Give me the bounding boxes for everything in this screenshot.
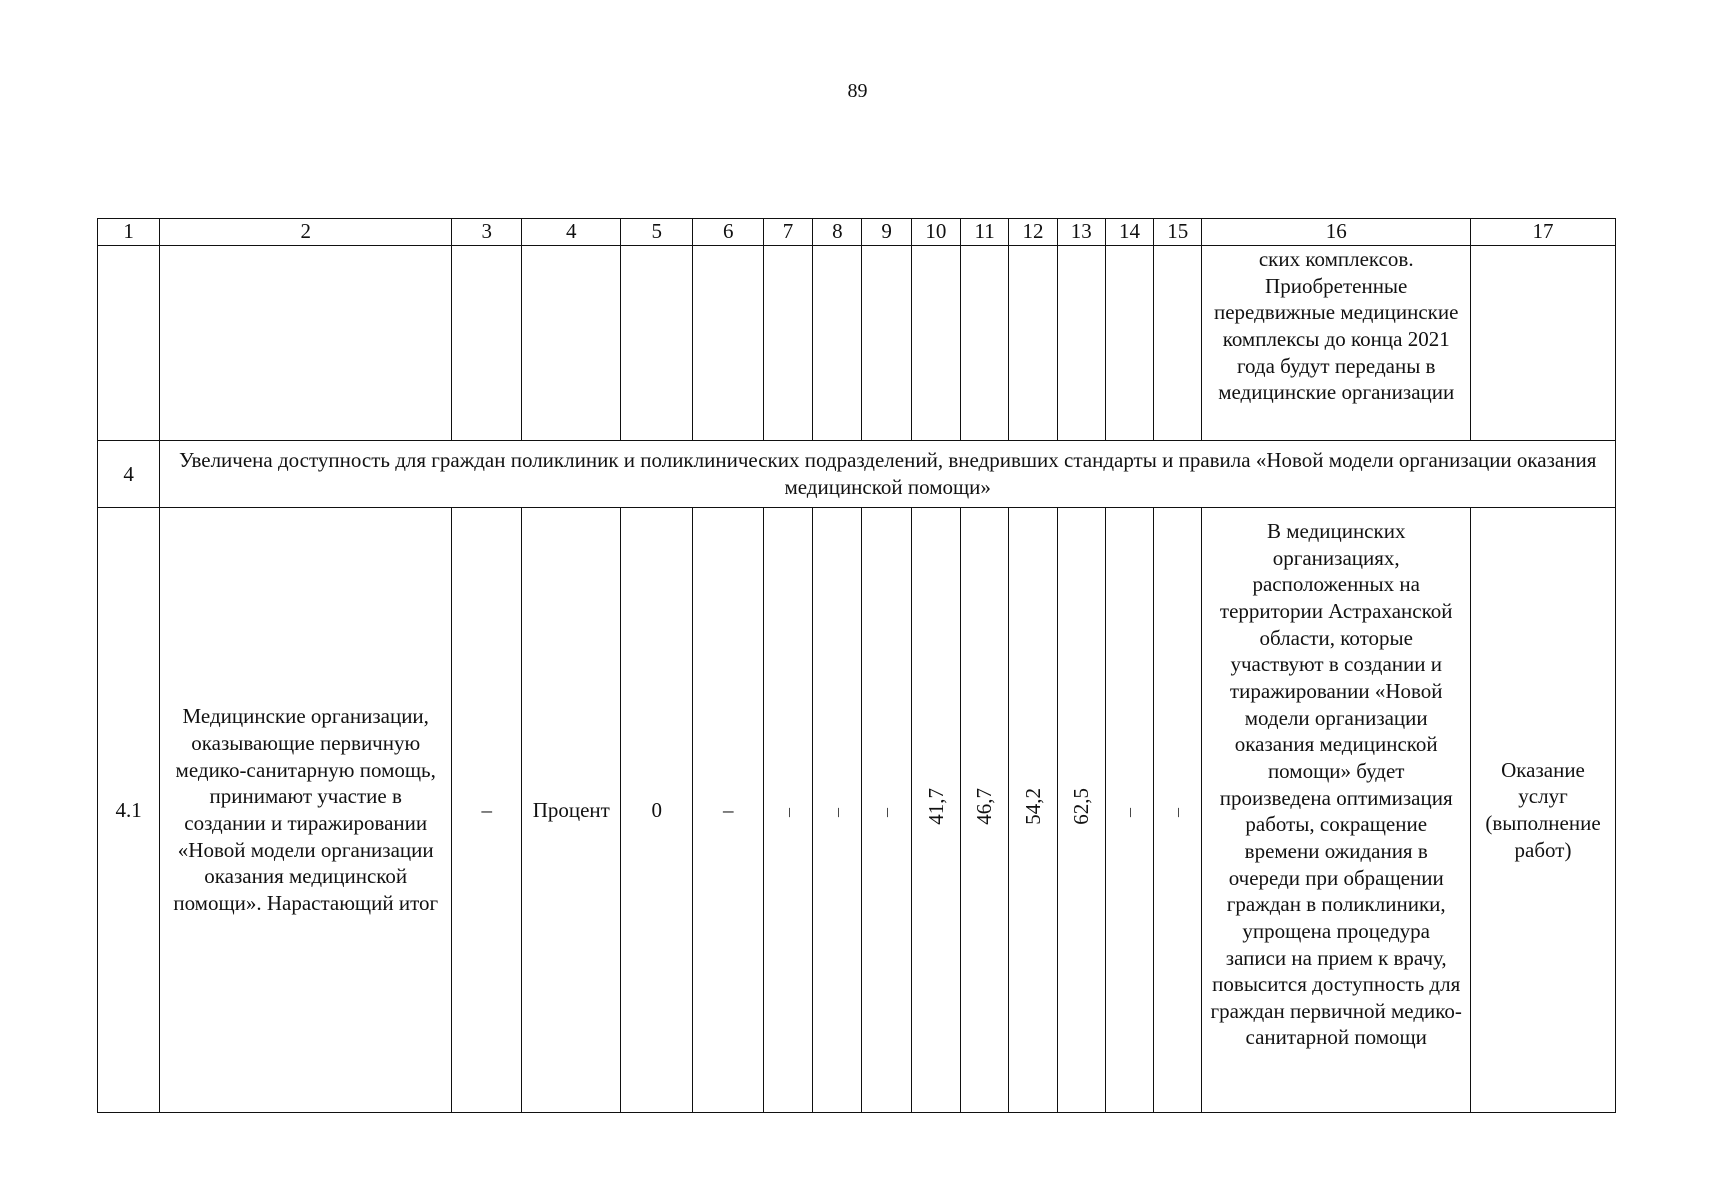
header-cell: 3 xyxy=(452,219,522,246)
header-cell: 2 xyxy=(160,219,452,246)
empty-cell xyxy=(160,246,452,441)
empty-cell xyxy=(1009,246,1057,441)
empty-cell xyxy=(1057,246,1105,441)
section-row xyxy=(98,441,1616,508)
header-cell: 4 xyxy=(522,219,621,246)
indicator-cell-15 xyxy=(1154,508,1202,1113)
header-cell: 12 xyxy=(1009,219,1057,246)
indicator-cell-14 xyxy=(1105,508,1153,1113)
header-cell: 1 xyxy=(98,219,160,246)
value-14: – xyxy=(1119,807,1140,817)
empty-cell xyxy=(522,246,621,441)
empty-cell xyxy=(961,246,1009,441)
header-cell: 9 xyxy=(862,219,911,246)
empty-cell xyxy=(1105,246,1153,441)
indicator-type: Оказание услуг (выполнение работ) xyxy=(1471,508,1616,1113)
header-cell: 17 xyxy=(1471,219,1616,246)
value-9: – xyxy=(876,807,897,817)
value-15: – xyxy=(1167,807,1188,817)
header-cell: 7 xyxy=(763,219,812,246)
indicator-cell-13 xyxy=(1057,508,1105,1113)
empty-cell xyxy=(911,246,960,441)
empty-cell xyxy=(621,246,693,441)
value-13: 62,5 xyxy=(1068,788,1093,826)
indicator-cell-8 xyxy=(813,508,862,1113)
header-cell: 8 xyxy=(813,219,862,246)
indicator-name: Медицинские организации, оказывающие первичную медико-санитарную помощь, принимают участие в создании и тиражировании «Новой модели организации оказания медицинской помощи». Нарастающий итог xyxy=(160,508,452,1113)
empty-cell xyxy=(98,246,160,441)
indicator-cell-7 xyxy=(763,508,812,1113)
continuation-description: ских комплексов. Приобретенные передвижные медицинские комплексы до конца 2021 года будут переданы в медицинские организации xyxy=(1202,246,1471,441)
header-cell: 10 xyxy=(911,219,960,246)
indicator-cell-11 xyxy=(961,508,1009,1113)
indicator-cell-6: – xyxy=(693,508,763,1113)
header-cell: 6 xyxy=(693,219,763,246)
header-cell: 11 xyxy=(961,219,1009,246)
indicator-cell-9 xyxy=(862,508,911,1113)
header-row xyxy=(98,219,1616,246)
empty-cell xyxy=(862,246,911,441)
header-cell: 5 xyxy=(621,219,693,246)
value-12: 54,2 xyxy=(1020,788,1045,826)
indicators-table xyxy=(97,218,1616,1113)
indicator-base-value: 0 xyxy=(621,508,693,1113)
empty-cell xyxy=(813,246,862,441)
indicator-unit: Процент xyxy=(522,508,621,1113)
page-number: 89 xyxy=(847,80,868,102)
indicator-row xyxy=(98,508,1616,1113)
indicator-number: 4.1 xyxy=(98,508,160,1113)
header-cell: 15 xyxy=(1154,219,1202,246)
header-cell: 13 xyxy=(1057,219,1105,246)
empty-cell xyxy=(452,246,522,441)
header-cell: 16 xyxy=(1202,219,1471,246)
empty-cell xyxy=(1471,246,1616,441)
indicator-description: В медицинских организациях, расположенных на территории Астраханской области, которые участвуют в создании и тиражировании «Новой модели организации оказания медицинской помощи» будет произведена оптимизация работы, сокращение времени ожидания в очереди при обращении граждан в поликлиники, упрощена процедура записи на прием к врачу, повысится доступность для граждан первичной медико-санитарной помощи xyxy=(1202,508,1471,1113)
section-number: 4 xyxy=(98,441,160,508)
header-cell: 14 xyxy=(1105,219,1153,246)
empty-cell xyxy=(763,246,812,441)
indicator-cell-12 xyxy=(1009,508,1057,1113)
indicator-cell-10 xyxy=(911,508,960,1113)
empty-cell xyxy=(1154,246,1202,441)
value-7: – xyxy=(777,807,798,817)
section-title: Увеличена доступность для граждан поликлиник и поликлинических подразделений, внедривших стандарты и правила «Новой модели организации оказания медицинской помощи» xyxy=(160,441,1616,508)
continuation-row xyxy=(98,246,1616,441)
indicator-cell-3: – xyxy=(452,508,522,1113)
value-10: 41,7 xyxy=(923,788,948,826)
value-11: 46,7 xyxy=(972,788,997,826)
empty-cell xyxy=(693,246,763,441)
value-8: – xyxy=(826,807,847,817)
